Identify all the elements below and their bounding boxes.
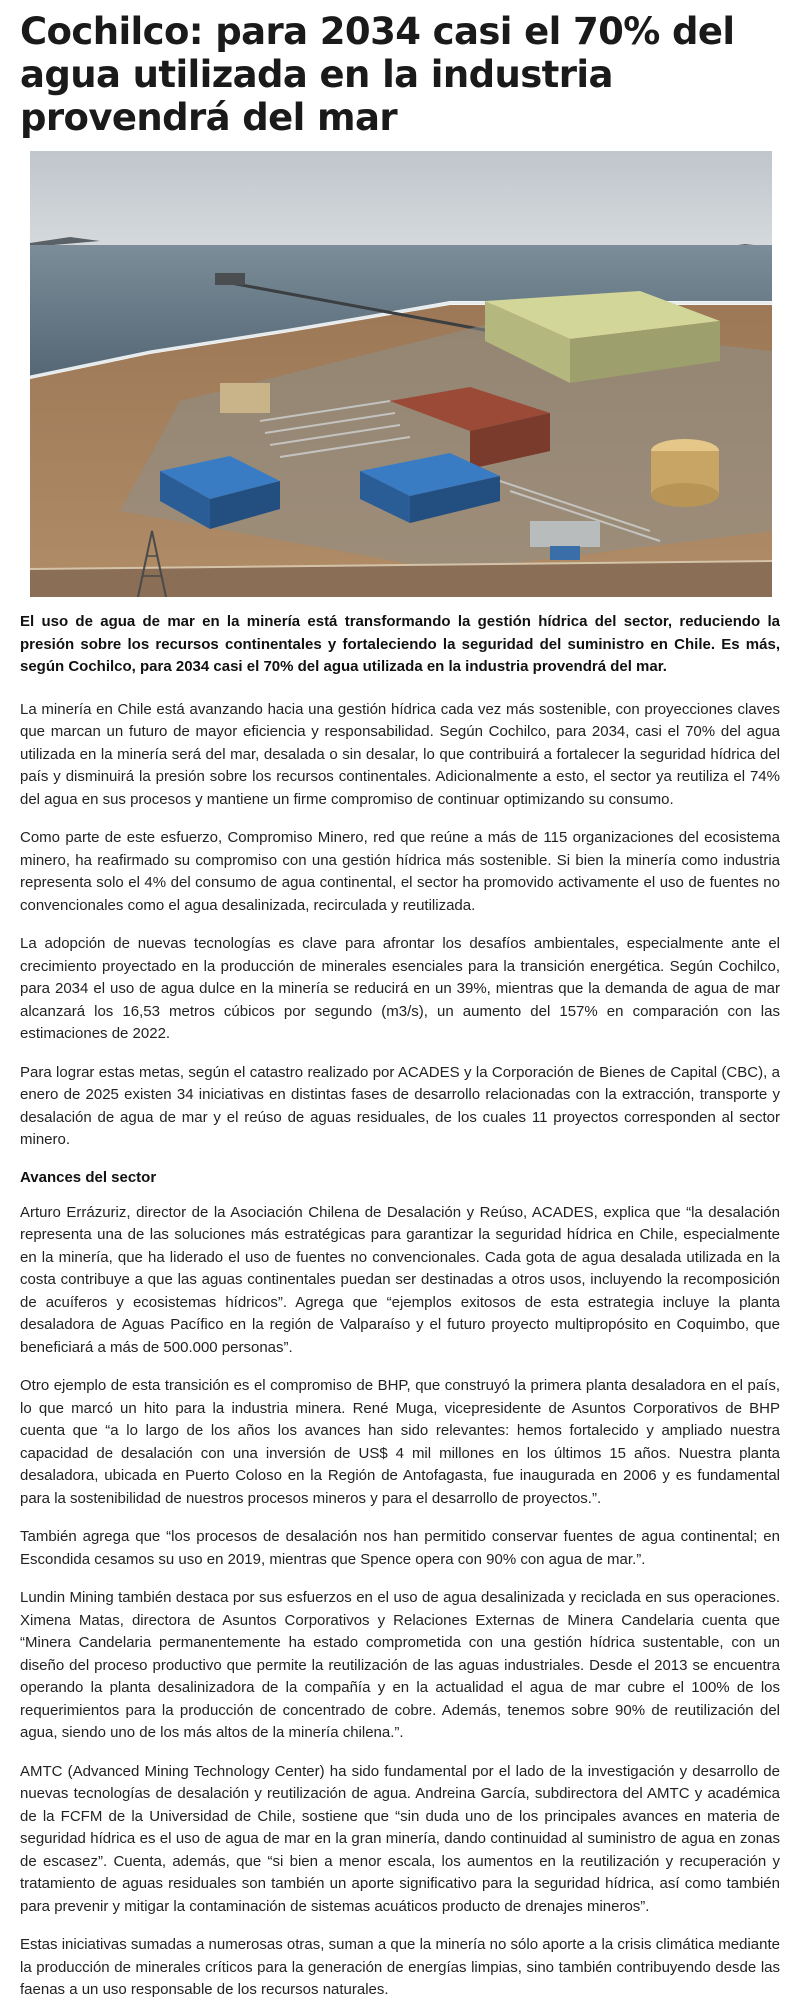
paragraph: Estas iniciativas sumadas a numerosas otras, suman a que la minería no sólo aporte a la crisis climática mediante la producción de minerales críticos para la generación de energías limpias, sino también contribuyendo desde las faenas a un uso responsable de los recursos naturales. (20, 1936, 780, 1998)
paragraph: También agrega que “los procesos de desalación nos han permitido conservar fuentes de agua continental; en Escondida cesamos su uso en 2019, mientras que Spence opera con 90% con agua de mar.”. (20, 1528, 780, 1568)
paragraph: Para lograr estas metas, según el catastro realizado por ACADES y la Corporación de Bienes de Capital (CBC), a enero de 2025 existen 34 iniciativas en distintas fases de desarrollo relacionadas con la extracción, transporte y desalación de agua de mar y el reúso de aguas residuales, de los cuales 11 proyectos corresponden al sector minero. (20, 1063, 780, 1148)
article-body (20, 611, 780, 2002)
article-title: Cochilco: para 2034 casi el 70% del agua utilizada en la industria provendrá del mar (20, 10, 735, 139)
paragraph: AMTC (Advanced Mining Technology Center) ha sido fundamental por el lado de la investigación y desarrollo de nuevas tecnologías de desalación y reutilización de agua. Andreina García, subdirectora del AMTC y académica de la FCFM de la Universidad de Chile, sostiene que “sin duda uno de los principales avances en materia de seguridad hídrica es el uso de agua de mar en la gran minería, dando continuidad al suministro de agua en zonas de escasez”. Cuenta, además, que “si bien a menor escala, los aumentos en la reutilización y recuperación y tratamiento de aguas residuales son también un aporte significativo para la seguridad hídrica, así como también para prevenir y mitigar la contaminación de sistemas acuáticos producto de drenajes mineros”. (20, 1762, 780, 1915)
paragraph: Como parte de este esfuerzo, Compromiso Minero, red que reúne a más de 115 organizaciones del ecosistema minero, ha reafirmado su compromiso con una gestión hídrica más sostenible. Si bien la minería como industria representa solo el 4% del consumo de agua continental, el sector ha promovido activamente el uso de fuentes no convencionales como el agua desalinizada, recirculada y reutilizada. (20, 829, 780, 914)
paragraph: Otro ejemplo de esta transición es el compromiso de BHP, que construyó la primera planta desaladora en el país, lo que marcó un hito para la industria minera. René Muga, vicepresidente de Asuntos Corporativos de BHP cuenta que “a lo largo de los años los avances han sido relevantes: hemos fortalecido y ampliado nuestra capacidad de desalación con una inversión de US$ 4 mil millones en los últimos 15 años. Nuestra planta desaladora, ubicada en Puerto Coloso en la Región de Antofagasta, fue inaugurada en 2006 y es fundamental para la sostenibilidad de nuestros procesos mineros y para el desarrollo de proyectos.”. (20, 1377, 780, 1507)
paragraph: La minería en Chile está avanzando hacia una gestión hídrica cada vez más sostenible, con proyecciones claves que marcan un futuro de mayor eficiencia y responsabilidad. Según Cochilco, para 2034, casi el 70% del agua utilizada en la minería será del mar, desalada o sin desalar, lo que contribuirá a fortalecer la seguridad hídrica del país y disminuirá la presión sobre los recursos continentales. Adicionalmente a esto, el sector ya reutiliza el 74% del agua en sus procesos y mantiene un firme compromiso de continuar optimizando su consumo. (20, 700, 780, 808)
hero-image-desalination-plant (30, 151, 772, 597)
paragraph: Lundin Mining también destaca por sus esfuerzos en el uso de agua desalinizada y reciclada en sus operaciones. Ximena Matas, directora de Asuntos Corporativos y Relaciones Externas de Minera Candelaria cuenta que “Minera Candelaria permanentemente ha estado comprometida con una gestión hídrica sustentable, con un diseño del proceso productivo que permite la reutilización de las aguas industriales. Desde el 2013 se encuentra operando la planta desalinizadora de la compañía y en la actualidad el agua de mar cubre el 100% de los requerimientos para la producción de concentrado de cobre. Además, tenemos sobre 90% de reutilización del agua, siendo uno de los más altos de la minería chilena.”. (20, 1589, 780, 1741)
paragraph: La adopción de nuevas tecnologías es clave para afrontar los desafíos ambientales, especialmente ante el crecimiento proyectado en la producción de minerales esenciales para la transición energética. Según Cochilco, para 2034 el uso de agua dulce en la minería se reducirá en un 39%, mientras que la demanda de agua de mar alcanzará los 16,53 metros cúbicos por segundo (m3/s), un aumento del 157% en comparación con las estimaciones de 2022. (20, 935, 780, 1042)
paragraph: Arturo Errázuriz, director de la Asociación Chilena de Desalación y Reúso, ACADES, explica que “la desalación representa una de las soluciones más estratégicas para garantizar la seguridad hídrica en Chile, especialmente en la minería, que ha liderado el uso de fuentes no convencionales. Cada gota de agua desalada utilizada en la costa contribuye a que las aguas continentales puedan ser destinadas a otros usos, incluyendo la recomposición de acuíferos y ecosistemas hídricos”. Agrega que “ejemplos exitosos de esta estrategia incluye la planta desaladora de Aguas Pacífico en la región de Valparaíso y el futuro proyecto multipropósito en Coquimbo, que beneficiará a más de 500.000 personas”. (20, 1203, 780, 1356)
section-heading: Avances del sector (20, 1168, 157, 1186)
article-lead: El uso de agua de mar en la minería está transformando la gestión hídrica del sector, reduciendo la presión sobre los recursos continentales y fortaleciendo la seguridad del suministro en Chile. Es más, según Cochilco, para 2034 casi el 70% del agua utilizada en la industria provendrá del mar. (20, 613, 780, 675)
